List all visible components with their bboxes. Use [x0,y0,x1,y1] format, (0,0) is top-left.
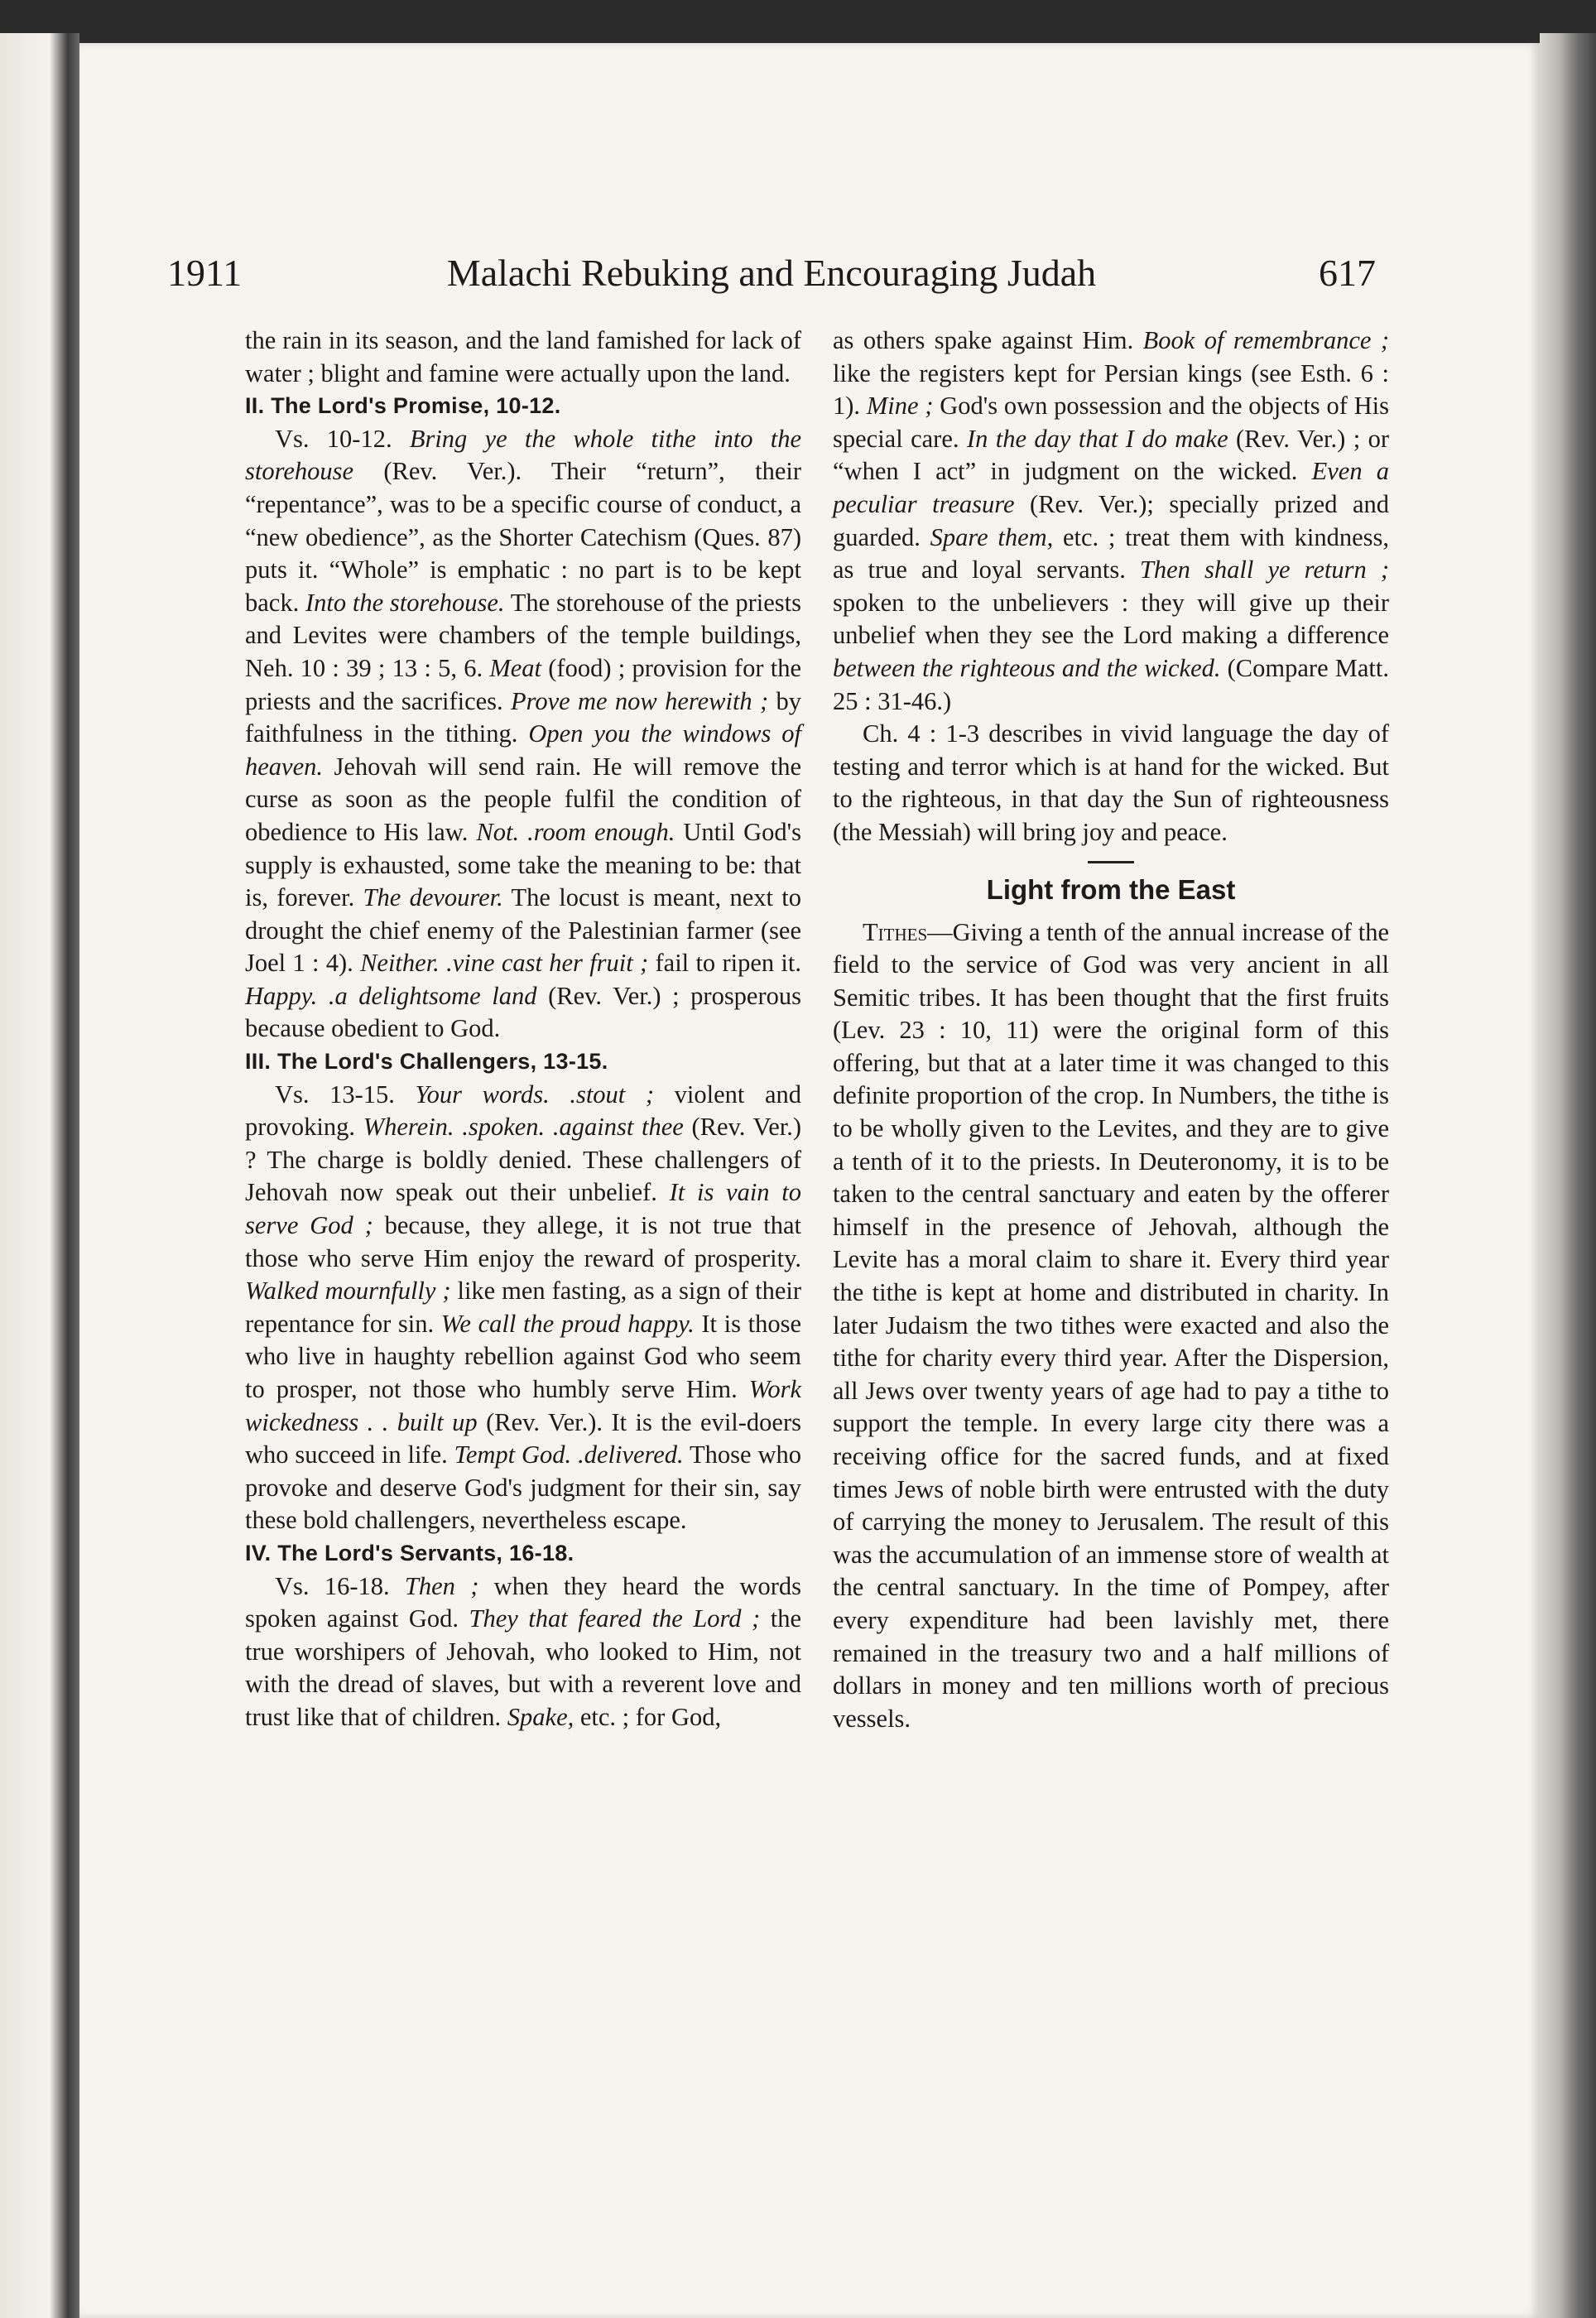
book-edge [1540,33,1596,2318]
paragraph: the rain in its season, and the land famished for lack of water ; blight and famine were actually upon the land. [245,326,801,387]
lead-word: Tithes [863,917,928,946]
running-year: 1911 [167,252,243,294]
paragraph: Vs. 16-18. Then ; when they heard the words spoken against God. They that feared the Lord ; the true worshipers of Jehovah, who looked to Him, not with the dread of slaves, but with a reverent love and trust like that of children. Spake, etc. ; for God, [245,1571,801,1731]
paragraph: Vs. 10-12. Bring ye the whole tithe into the storehouse (Rev. Ver.). Their “return”, their “repentance”, was to be a specific course of conduct, a “new obedience”, as the Shorter Catechism (Ques. 87) puts it. “Whole” is emphatic : no part is to be kept back. Into the storehouse. The storehouse of the priests and Levites were chambers of the temple buildings, Neh. 10 : 39 ; 13 : 5, 6. Meat (food) ; provision for the priests and the sacrifices. Prove me now herewith ; by faithfulness in the tithing. Open you the windows of heaven. Jehovah will send rain. He will remove the curse as soon as the people fulfil the condition of obedience to His law. Not. .room enough. Until God's supply is exhausted, some take the meaning to be: that is, forever. The devourer. The locust is meant, next to drought the chief enemy of the Palestinian farmer (see Joel 1 : 4). Neither. .vine cast her fruit ; fail to ripen it. Happy. .a delightsome land (Rev. Ver.) ; prosperous because obedient to God. [245,424,801,1043]
section-heading: II. The Lord's Promise, 10-12. [245,393,561,419]
right-column [833,325,1389,1735]
paragraph: Vs. 13-15. Your words. .stout ; violent and provoking. Wherein. .spoken. .against thee (Rev. Ver.) ? The charge is boldly denied. These challengers of Jehovah now speak out their unbelief. It is vain to serve God ; because, they allege, it is not true that those who serve Him enjoy the reward of prosperity. Walked mournfully ; like men fasting, as a sign of their repentance for sin. We call the proud happy. It is those who live in haughty rebellion against God who seem to prosper, not those who humbly serve Him. Work wickedness . . built up (Rev. Ver.). It is the evil-doers who succeed in life. Tempt God. .delivered. Those who provoke and deserve God's judgment for their sin, say these bold challengers, nevertheless escape. [245,1080,802,1535]
section-heading: IV. The Lord's Servants, 16-18. [245,1540,574,1565]
section-heading: III. The Lord's Challengers, 13-15. [245,1049,608,1075]
facing-page-edge [0,33,79,2318]
paragraph: Ch. 4 : 1-3 describes in vivid language the day of testing and terror which is at hand for the wicked. But to the righteous, in that day the Sun of righteousness (the Messiah) will bring joy and peace. [833,719,1389,846]
left-column [245,325,801,1734]
running-head [167,248,1376,298]
page-number: 617 [1319,252,1376,294]
scan-background [0,0,1596,50]
paragraph: as others spake against Him. Book of remembrance ; like the registers kept for Persian kings (see Esth. 6 : 1). Mine ; God's own possession and the objects of His special care. In the day that I do make (Rev. Ver.) ; or “when I act” in judgment on the wicked. Even a peculiar treasure (Rev. Ver.); specially prized and guarded. Spare them, etc. ; treat them with kindness, as true and loyal servants. Then shall ye return ; spoken to the unbelievers : they will give up their unbelief when they see the Lord making a difference between the righteous and the wicked. (Compare Matt. 25 : 31-46.) [833,326,1390,715]
section-title: Light from the East [986,873,1236,905]
paragraph: Tithes—Giving a tenth of the annual increase of the field to the service of God was very ancient in all Semitic tribes. It has been thought that the first fruits (Lev. 23 : 10, 11) were the original form of this offering, but that at a later time it was changed to this definite proportion of the crop. In Numbers, the tithe is to be wholly given to the Levites, and they are to give a tenth of it to the priests. In Deuteronomy, it is to be taken to the central sanctuary and eaten by the offerer himself in the presence of Jehovah, although the Levite has a moral claim to share it. Every third year the tithe is kept at home and distributed in charity. In later Judaism the two tithes were exacted and also the tithe for charity every third year. After the Dispersion, all Jews over twenty years of age had to pay a tithe to support the temple. In every large city there was a receiving office for the sacred funds, and at fixed times Jews of noble birth were entrusted with the duty of carrying the money to Jerusalem. The result of this was the accumulation of an immense store of wealth at the central sanctuary. In the time of Pompey, after every expenditure had been lavishly met, there remained in the treasury two and a half millions of dollars in money and ten millions worth of precious vessels. [833,917,1389,1733]
divider-rule [1088,861,1134,863]
running-title: Malachi Rebuking and Encouraging Judah [446,252,1097,294]
